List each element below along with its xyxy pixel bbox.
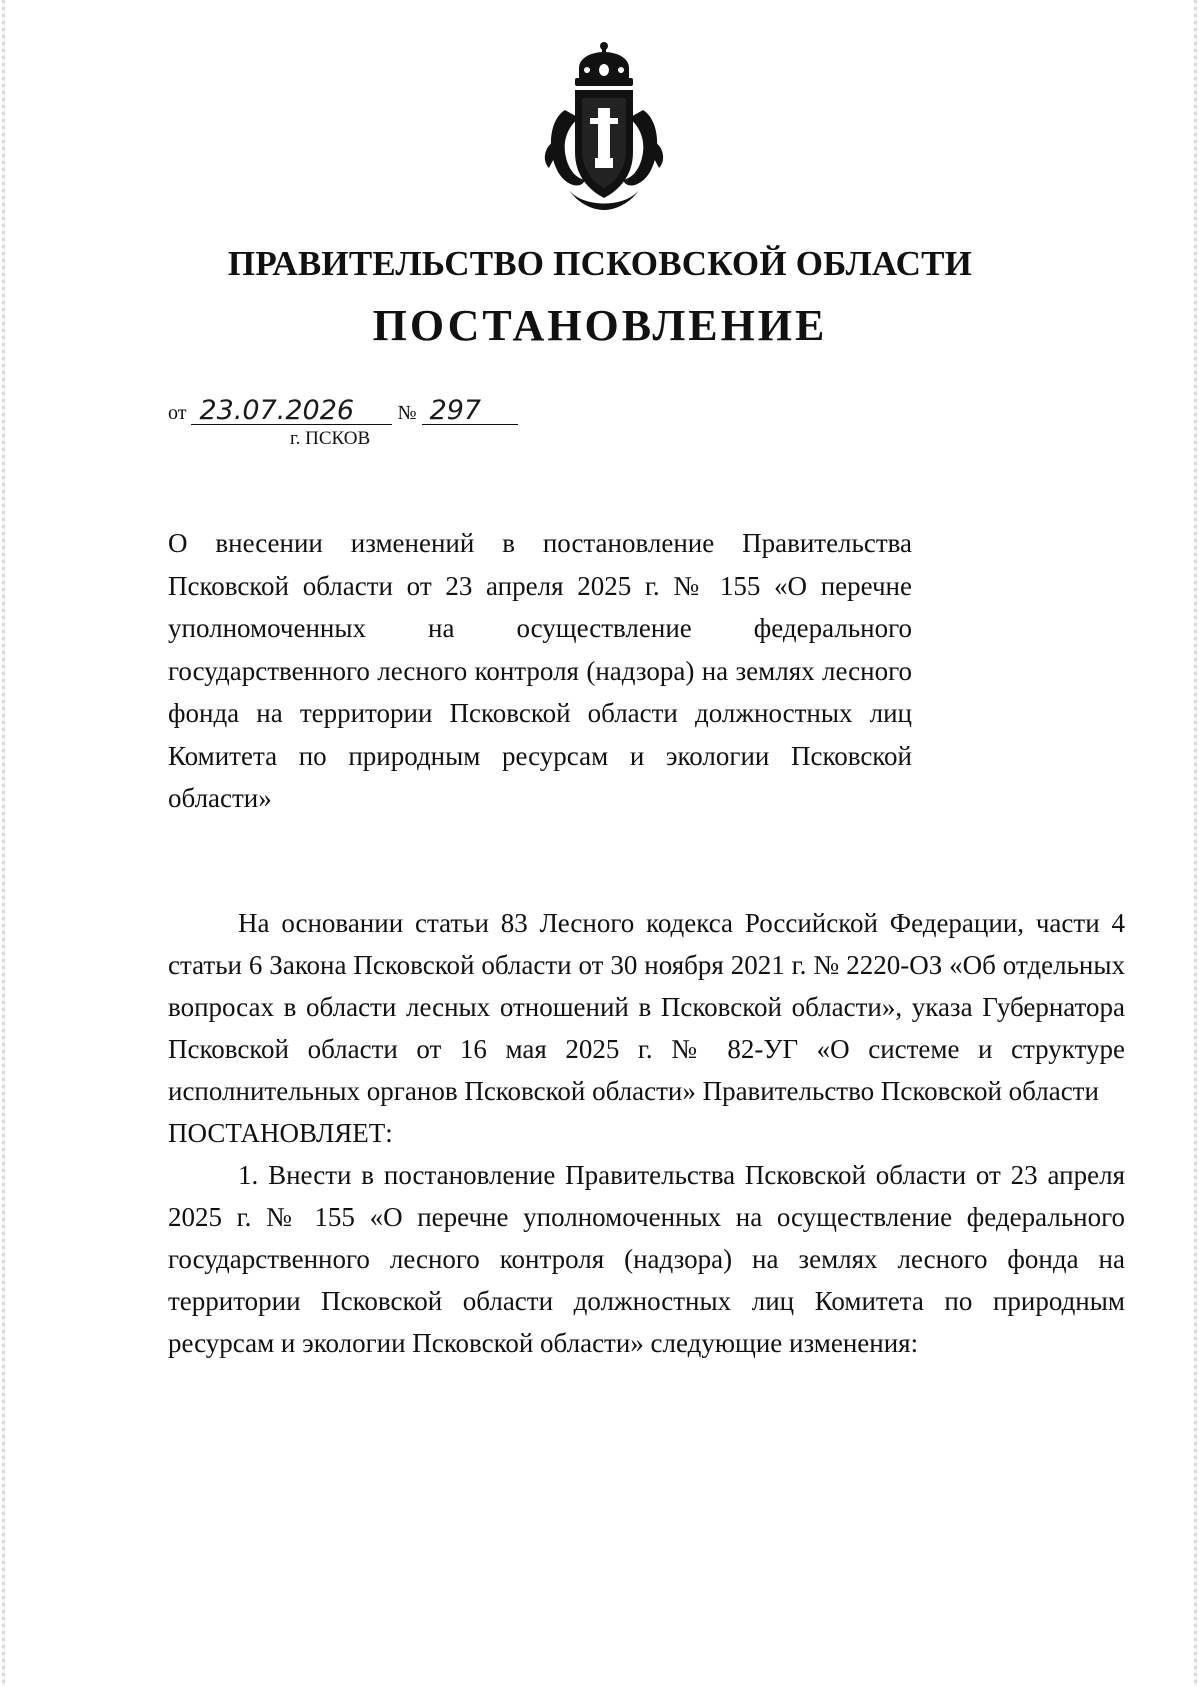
- coat-of-arms-emblem: [535, 40, 673, 215]
- body-paragraph-item-1: 1. Внести в постановление Правительства Псковской области от 23 апреля 2025 г. № 155 «О перечне уполномоченных на осуществление федерального государственного лесного контроля (надзора) на землях лесного фонда на территории Псковской области должностных лиц Комитета по природным ресурсам и экологии Псковской области» следующие изменения:: [168, 1160, 1125, 1358]
- handwritten-number: 297: [422, 398, 518, 425]
- document-body: [168, 902, 1125, 1364]
- registration-line: [168, 395, 518, 426]
- organization-title: ПРАВИТЕЛЬСТВО ПСКОВСКОЙ ОБЛАСТИ: [227, 244, 973, 283]
- body-paragraph-basis: На основании статьи 83 Лесного кодекса Российской Федерации, части 4 статьи 6 Закона Псковской области от 30 ноября 2021 г. № 2220-ОЗ «Об отдельных вопросах в области лесных отношений в Псковской области», указа Губернатора Псковской области от 16 мая 2025 г. № 82-УГ «О системе и структуре исполнительных органов Псковской области» Правительство Псковской области: [168, 908, 1125, 1106]
- document-type-title: ПОСТАНОВЛЕНИЕ: [372, 301, 828, 350]
- handwritten-date: 23.07.2026: [191, 398, 392, 425]
- city-label: г. ПСКОВ: [290, 428, 371, 449]
- number-prefix: №: [397, 402, 417, 424]
- body-paragraph-resolves: ПОСТАНОВЛЯЕТ:: [168, 1118, 393, 1148]
- document-subject: О внесении изменений в постановление Правительства Псковской области от 23 апреля 2025 г. № 155 «О перечне уполномоченных на осуществление федерального государственного лесного контроля (надзора) на землях лесного фонда на территории Псковской области должностных лиц Комитета по природным ресурсам и экологии Псковской области»: [168, 528, 912, 813]
- date-prefix: от: [168, 402, 187, 424]
